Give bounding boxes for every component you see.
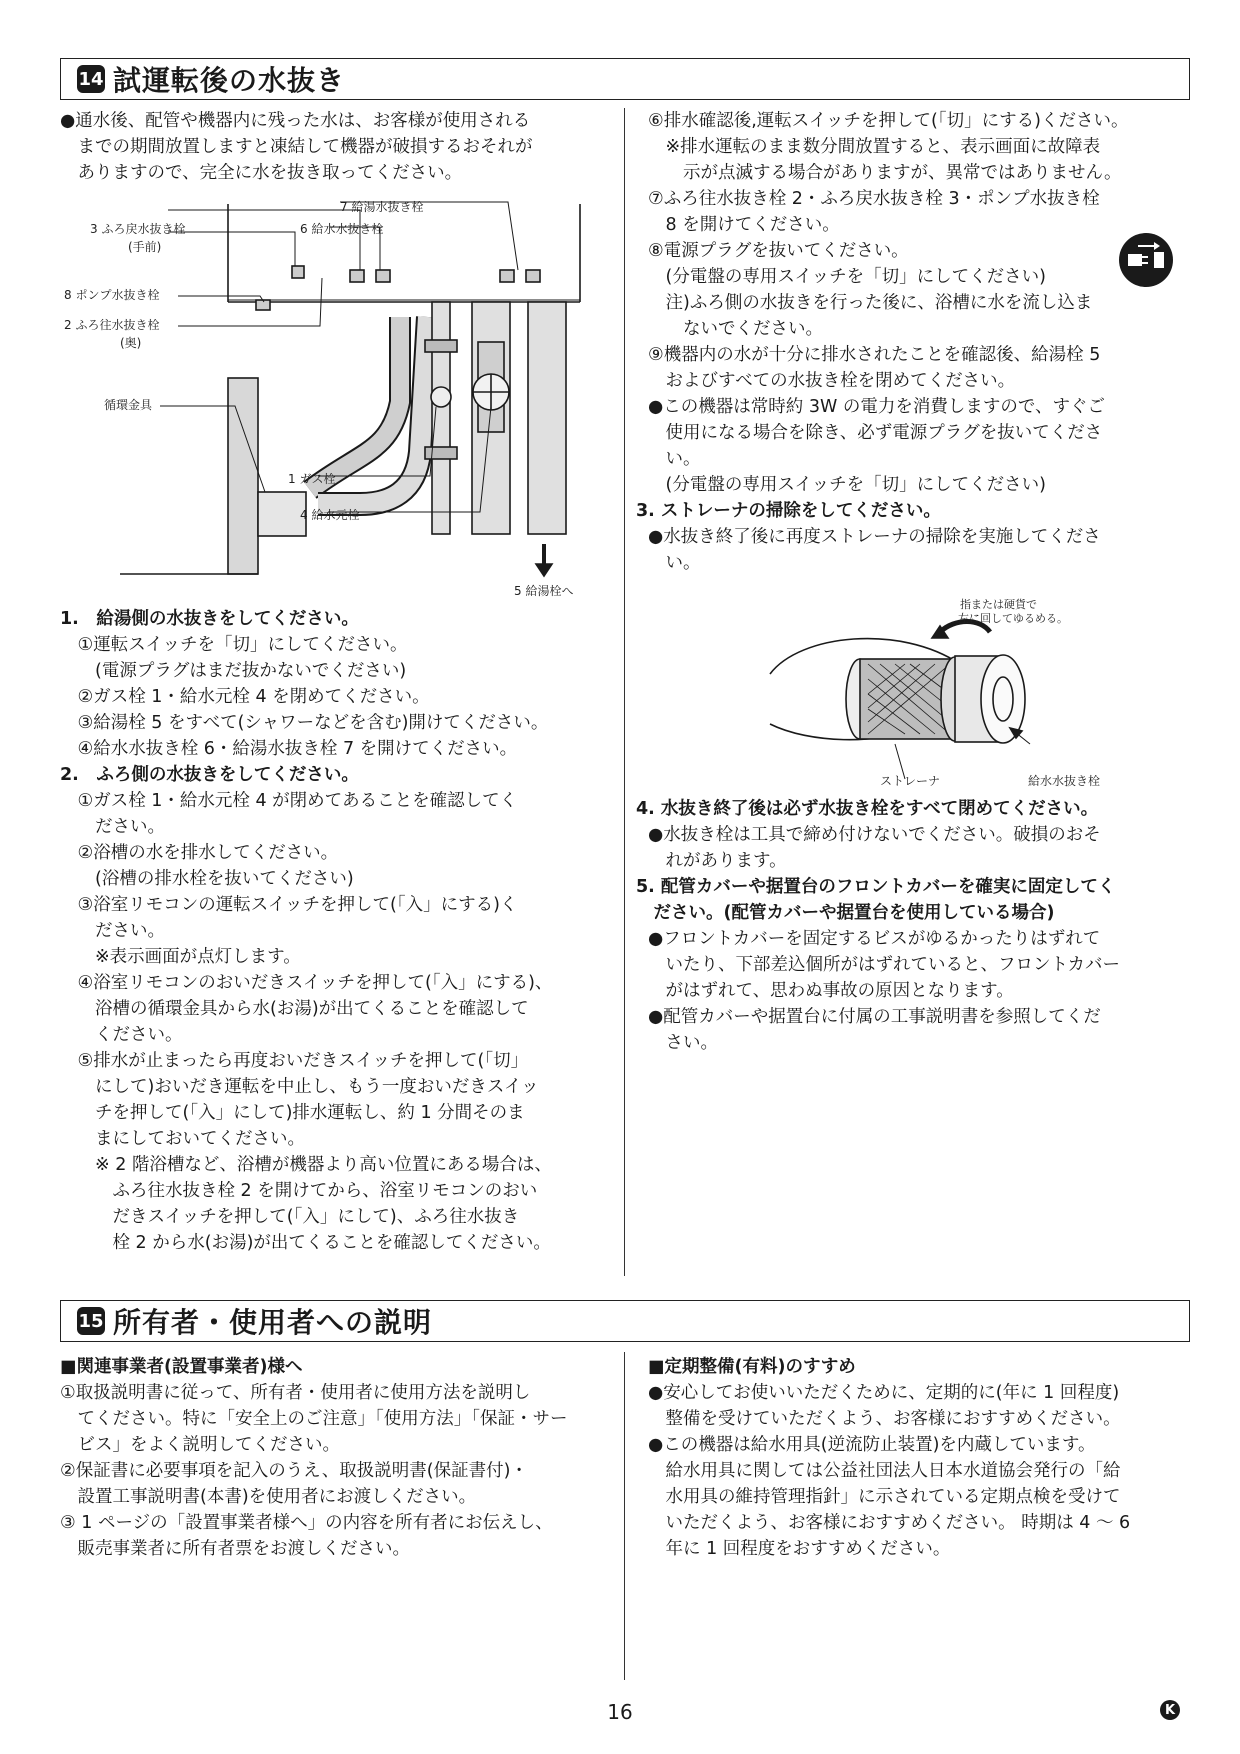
text-line: ●配管カバーや据置台に付属の工事説明書を参照してくだ xyxy=(648,1007,1101,1027)
label-6: 6 給水水抜き栓 xyxy=(300,222,384,236)
label-3b: (手前) xyxy=(128,240,162,254)
label-4: 4 給水元栓 xyxy=(300,508,360,522)
text-line: ※表示画面が点灯します。 xyxy=(60,947,301,967)
text-line: およびすべての水抜き栓を閉めてください。 xyxy=(648,371,1016,391)
text-line: ください。 xyxy=(60,1025,183,1045)
text-line: 使用になる場合を除き、必ず電源プラグを抜いてくださ xyxy=(648,423,1103,443)
text-line: 水用具の維持管理指針」に示されている定期点検を受けて xyxy=(648,1487,1121,1507)
text-line: ※ 2 階浴槽など、浴槽が機器より高い位置にある場合は、 xyxy=(60,1155,552,1175)
text-line: さい。 xyxy=(648,1033,718,1053)
text-line: だきスイッチを押して(「入」にして)、ふろ往水抜き xyxy=(60,1207,520,1227)
unplug-icon xyxy=(1118,232,1174,288)
page-number: 16 xyxy=(607,1700,633,1724)
text-line: 整備を受けていただくよう、お客様におすすめください。 xyxy=(648,1409,1121,1429)
text-line: 栓 2 から水(お湯)が出てくることを確認してください。 xyxy=(60,1233,551,1253)
text-line: ●この機器は常時約 3W の電力を消費しますので、すぐご xyxy=(648,397,1105,417)
text-line: ④浴室リモコンのおいだきスイッチを押して(「入」にする)、 xyxy=(60,973,553,993)
text-line: てください。特に「安全上のご注意」「使用方法」「保証・サー xyxy=(60,1409,568,1429)
text-line: 給水用具に関しては公益社団法人日本水道協会発行の「給 xyxy=(648,1461,1121,1481)
text-line: ださい。 xyxy=(60,921,165,941)
text-line: がはずれて、思わぬ事故の原因となります。 xyxy=(648,981,1014,1001)
section-title: 試運転後の水抜き xyxy=(113,64,346,97)
text-line: (電源プラグはまだ抜かないでください) xyxy=(60,661,407,681)
maintenance-notes xyxy=(648,1354,1188,1562)
text-line: ないでください。 xyxy=(648,319,823,339)
label-5: 5 給湯栓へ xyxy=(514,584,574,598)
text-line: ビス」をよく説明してください。 xyxy=(60,1435,340,1455)
text-line: ※排水運転のまま数分間放置すると、表示画面に故障表 xyxy=(648,137,1101,157)
text-line: までの期間放置しますと凍結して機器が破損するおそれが xyxy=(60,137,533,157)
strainer-note-2: 左に回してゆるめる。 xyxy=(958,612,1068,625)
text-line: 設置工事説明書(本書)を使用者にお渡しください。 xyxy=(60,1487,477,1507)
step-title: 2. ふろ側の水抜きをしてください。 xyxy=(60,765,359,785)
right-steps xyxy=(636,108,1188,576)
intro-text xyxy=(60,108,620,186)
step-title: 4. 水抜き終了後は必ず水抜き栓をすべて閉めてください。 xyxy=(636,799,1099,819)
strainer-diagram xyxy=(740,604,1140,784)
text-line: チを押して(「入」にして)排水運転し、約 1 分間そのま xyxy=(60,1103,525,1123)
text-line: ありますので、完全に水を抜き取ってください。 xyxy=(60,163,463,183)
text-line: (分電盤の専用スイッチを「切」にしてください) xyxy=(648,267,1046,287)
column-divider xyxy=(624,1352,625,1680)
section-number: 15 xyxy=(77,1307,105,1335)
text-line: 8 を開けてください。 xyxy=(648,215,840,235)
label-strainer: ストレーナ xyxy=(880,774,941,788)
section-14-header xyxy=(60,58,1190,100)
text-line: にして)おいだき運転を中止し、もう一度おいだきスイッ xyxy=(60,1077,539,1097)
section-number: 14 xyxy=(77,65,105,93)
section-15-header xyxy=(60,1300,1190,1342)
text-line: ⑨機器内の水が十分に排水されたことを確認後、給湯栓 5 xyxy=(648,345,1101,365)
text-line: いたり、下部差込個所がはずれていると、フロントカバー xyxy=(648,955,1120,975)
text-line: ●水抜き終了後に再度ストレーナの掃除を実施してくださ xyxy=(648,527,1101,547)
text-line: ①運転スイッチを「切」にしてください。 xyxy=(60,635,408,655)
text-line: いただくよう、お客様におすすめください。 時期は 4 〜 6 xyxy=(648,1513,1131,1533)
text-line: ②ガス栓 1・給水元栓 4 を閉めてください。 xyxy=(60,687,430,707)
label-2: 2 ふろ往水抜き栓 xyxy=(64,318,160,332)
text-line: ④給水水抜き栓 6・給湯水抜き栓 7 を開けてください。 xyxy=(60,739,518,759)
text-line: ②浴槽の水を排水してください。 xyxy=(60,843,339,863)
text-line: まにしておいてください。 xyxy=(60,1129,305,1149)
k-badge: K xyxy=(1160,1700,1180,1720)
subsection-title: ■定期整備(有料)のすすめ xyxy=(648,1357,856,1377)
subsection-title: ■関連事業者(設置事業者)様へ xyxy=(60,1357,303,1377)
text-line: い。 xyxy=(648,553,701,573)
text-line: ①ガス栓 1・給水元栓 4 が閉めてあることを確認してく xyxy=(60,791,518,811)
label-3: 3 ふろ戻水抜き栓 xyxy=(90,222,186,236)
text-line: 年に 1 回程度をおすすめください。 xyxy=(648,1539,951,1559)
text-line: ⑥排水確認後,運転スイッチを押して(「切」にする)ください。 xyxy=(648,111,1129,131)
text-line: ①取扱説明書に従って、所有者・使用者に使用方法を説明し xyxy=(60,1383,531,1403)
column-divider xyxy=(624,108,625,1276)
text-line: ③給湯栓 5 をすべて(シャワーなどを含む)開けてください。 xyxy=(60,713,549,733)
text-line: ②保証書に必要事項を記入のうえ、取扱説明書(保証書付)・ xyxy=(60,1461,528,1481)
left-steps xyxy=(60,606,620,1256)
text-line: れがあります。 xyxy=(648,851,787,871)
text-line: ⑤排水が止まったら再度おいだきスイッチを押して(「切」 xyxy=(60,1051,529,1071)
text-line: (浴槽の排水栓を抜いてください) xyxy=(60,869,354,889)
text-line: 示が点滅する場合がありますが、異常ではありません。 xyxy=(648,163,1122,183)
text-line: ●安心してお使いいただくために、定期的に(年に 1 回程度) xyxy=(648,1383,1120,1403)
right-steps-lower xyxy=(636,796,1188,1056)
text-line: ⑦ふろ往水抜き栓 2・ふろ戻水抜き栓 3・ポンプ水抜き栓 xyxy=(648,189,1100,209)
text-line: い。 xyxy=(648,449,701,469)
label-1: 1 ガス栓 xyxy=(288,472,336,486)
step-title: 1. 給湯側の水抜きをしてください。 xyxy=(60,609,359,629)
label-7: 7 給湯水抜き栓 xyxy=(340,200,424,214)
text-line: ●この機器は給水用具(逆流防止装置)を内蔵しています。 xyxy=(648,1435,1096,1455)
text-line: ③ 1 ページの「設置事業者様へ」の内容を所有者にお伝えし、 xyxy=(60,1513,553,1533)
label-valve: 給水水抜き栓 xyxy=(1028,774,1101,788)
label-circulation: 循環金具 xyxy=(104,398,153,412)
text-line: ●水抜き栓は工具で締め付けないでください。破損のおそ xyxy=(648,825,1101,845)
strainer-note-1: 指または硬貨で xyxy=(960,598,1037,611)
text-line: 注)ふろ側の水抜きを行った後に、浴槽に水を流し込ま xyxy=(648,293,1093,313)
text-line: (分電盤の専用スイッチを「切」にしてください) xyxy=(648,475,1046,495)
step-title: 3. ストレーナの掃除をしてください。 xyxy=(636,501,941,521)
label-2b: (奥) xyxy=(120,336,142,350)
text-line: ふろ往水抜き栓 2 を開けてから、浴室リモコンのおい xyxy=(60,1181,538,1201)
step-title: ださい。(配管カバーや据置台を使用している場合) xyxy=(636,903,1055,923)
text-line: ③浴室リモコンの運転スイッチを押して(「入」にする)く xyxy=(60,895,518,915)
text-line: ⑧電源プラグを抜いてください。 xyxy=(648,241,909,261)
step-title: 5. 配管カバーや据置台のフロントカバーを確実に固定してく xyxy=(636,877,1116,897)
text-line: ●フロントカバーを固定するビスがゆるかったりはずれて xyxy=(648,929,1101,949)
text-line: ●通水後、配管や機器内に残った水は、お客様が使用される xyxy=(60,111,531,131)
text-line: ださい。 xyxy=(60,817,165,837)
label-8: 8 ポンプ水抜き栓 xyxy=(64,288,160,302)
text-line: 浴槽の循環金具から水(お湯)が出てくることを確認して xyxy=(60,999,529,1019)
section-title: 所有者・使用者への説明 xyxy=(113,1306,433,1339)
text-line: 販売事業者に所有者票をお渡しください。 xyxy=(60,1539,410,1559)
installer-notes xyxy=(60,1354,620,1562)
